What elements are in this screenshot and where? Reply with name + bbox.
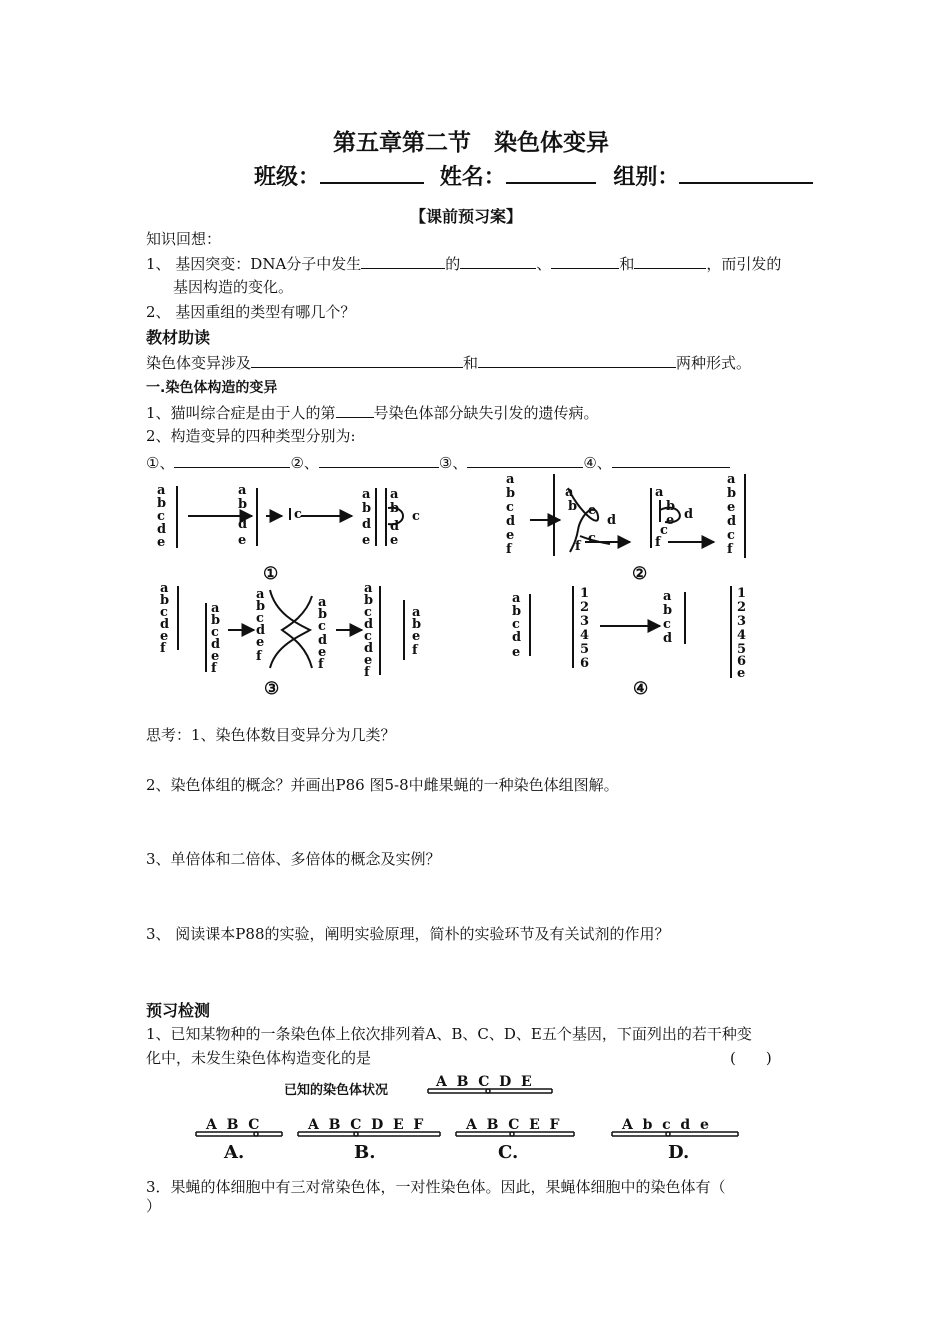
check-q3-line1: 3．果蝇的体细胞中有三对常染色体，一对性染色体。因此，果蝇体细胞中的染色体有（ <box>146 1178 726 1196</box>
gene-label: a <box>238 483 247 498</box>
gene-label: c <box>364 629 372 644</box>
gene-label: e <box>588 503 597 518</box>
page-title: 第五章第二节 染色体变异 <box>333 130 609 156</box>
gene-label: e <box>157 535 166 550</box>
gene-label: c <box>506 500 514 515</box>
think-q3: 3、单倍体和二倍体、多倍体的概念及实例？ <box>146 850 441 868</box>
gene-label: a <box>211 601 220 616</box>
option-d[interactable]: D. <box>668 1142 690 1163</box>
gene-label: e <box>390 533 399 548</box>
option-b-genes: A B C D E F <box>308 1117 424 1133</box>
group-label: 组别： <box>613 165 680 190</box>
gene-label: b <box>390 501 400 516</box>
gene-label: c <box>318 619 326 634</box>
think-q4: 3、 阅读课本P88的实验，阐明实验原理，简朴的实验环节及有关试剂的作用？ <box>146 925 670 943</box>
gene-label: d <box>318 633 328 648</box>
gene-label: 1 <box>580 586 590 601</box>
intro-text: 两种形式。 <box>676 354 752 372</box>
gene-label: e <box>666 513 675 528</box>
gene-label: b <box>256 599 266 614</box>
diagram-number: ③ <box>264 679 280 699</box>
review-q1-text: 1、 基因突变：DNA分子中发生 <box>146 255 362 273</box>
check-q3-line2: ） <box>146 1197 162 1215</box>
gene-label: e <box>238 533 247 548</box>
gene-label: 3 <box>580 614 590 629</box>
gene-label: b <box>506 486 516 501</box>
think-q2: 2、染色体组的概念？并画出P86 图5-8中雌果蝇的一种染色体组图解。 <box>146 776 619 794</box>
gene-label: 5 <box>737 642 747 657</box>
gene-label: f <box>412 643 418 658</box>
gene-label: c <box>512 617 520 632</box>
gene-label: c <box>294 507 302 522</box>
gene-label: d <box>506 514 516 529</box>
review-q1-text: 和 <box>619 255 635 273</box>
gene-label: a <box>390 487 399 502</box>
gene-label: b <box>663 603 673 618</box>
name-label: 姓名： <box>439 165 506 190</box>
gene-label: a <box>157 483 166 498</box>
gene-label: e <box>737 666 746 681</box>
gene-options-figure <box>0 1066 950 1166</box>
textbook-heading: 教材助读 <box>146 328 211 347</box>
known-genes: A B C D E <box>436 1074 532 1090</box>
option-a-genes: A B C <box>206 1117 260 1133</box>
gene-label: a <box>364 581 373 596</box>
gene-label: d <box>256 623 266 638</box>
gene-label: a <box>512 591 521 606</box>
review-q1-text: 的 <box>445 255 461 273</box>
gene-label: f <box>655 535 661 550</box>
gene-label: e <box>318 645 327 660</box>
gene-label: f <box>364 665 370 680</box>
gene-label: 4 <box>737 628 747 643</box>
option-c-genes: A B C E F <box>466 1117 560 1133</box>
gene-label: c <box>364 605 372 620</box>
gene-label: a <box>655 485 664 500</box>
gene-label: 2 <box>580 600 590 615</box>
gene-label: e <box>211 649 220 664</box>
check-q1-line2: 化中，未发生染色体构造变化的是 <box>146 1049 372 1067</box>
gene-label: b <box>211 613 221 628</box>
gene-label: c <box>727 528 735 543</box>
gene-label: 3 <box>737 614 747 629</box>
gene-label: b <box>666 499 676 514</box>
review-q1-text: 、 <box>536 255 552 273</box>
gene-label: d <box>157 522 167 537</box>
gene-label: 1 <box>737 586 747 601</box>
option-c[interactable]: C. <box>498 1142 519 1163</box>
blank-label: ③、 <box>438 454 468 472</box>
gene-label: c <box>160 605 168 620</box>
check-q1-paren: ( ) <box>730 1049 772 1067</box>
gene-label: f <box>318 657 324 672</box>
gene-label: c <box>157 509 165 524</box>
review-q1-text: ，而引发的 <box>706 255 782 273</box>
struct-q2: 2、构造变异的四种类型分别为: <box>146 427 356 445</box>
diagram-number: ① <box>263 564 279 584</box>
gene-label: a <box>160 581 169 596</box>
gene-label: f <box>256 649 262 664</box>
gene-label: d <box>727 514 737 529</box>
gene-label: 4 <box>580 628 590 643</box>
gene-label: d <box>211 637 221 652</box>
intro-text: 染色体变异涉及 <box>146 354 252 372</box>
intro-text: 和 <box>463 354 479 372</box>
gene-label: d <box>607 513 617 528</box>
gene-label: b <box>364 593 374 608</box>
gene-label: b <box>318 607 328 622</box>
option-a[interactable]: A. <box>224 1142 245 1163</box>
gene-label: c <box>256 611 264 626</box>
gene-label: d <box>390 519 400 534</box>
gene-label: d <box>160 617 170 632</box>
gene-label: 2 <box>737 600 747 615</box>
struct-q1-text: 号染色体部分缺失引发的遗传病。 <box>373 404 599 422</box>
gene-label: b <box>362 501 372 516</box>
gene-label: b <box>160 593 170 608</box>
gene-label: d <box>512 630 522 645</box>
check-q1-line1: 1、已知某物种的一条染色体上依次排列着A、B、C、D、E五个基因，下面列出的若干种变 <box>146 1025 752 1043</box>
gene-label: e <box>256 635 265 650</box>
gene-label: d <box>684 507 694 522</box>
gene-label: a <box>565 485 574 500</box>
blank-label: ②、 <box>290 454 319 472</box>
review-q2: 2、 基因重组的类型有哪几个？ <box>146 303 356 321</box>
gene-label: a <box>727 472 736 487</box>
gene-label: d <box>364 641 374 656</box>
gene-label: e <box>727 500 736 515</box>
gene-label: e <box>364 653 373 668</box>
gene-label: a <box>362 487 371 502</box>
gene-label: a <box>256 587 265 602</box>
gene-label: d <box>362 517 372 532</box>
gene-label: c <box>588 531 596 546</box>
option-b[interactable]: B. <box>354 1142 376 1163</box>
gene-label: f <box>727 542 733 557</box>
gene-label: d <box>364 617 374 632</box>
option-d-genes: A b c d e <box>622 1117 709 1133</box>
gene-label: a <box>318 595 327 610</box>
class-label: 班级： <box>254 165 321 190</box>
section-preview: 【课前预习案】 <box>410 207 523 226</box>
review-q1-cont: 基因构造的变化。 <box>173 278 294 296</box>
gene-label: b <box>238 497 248 512</box>
gene-label: e <box>362 533 371 548</box>
gene-label: f <box>506 542 512 557</box>
gene-label: b <box>412 617 422 632</box>
gene-label: c <box>412 509 420 524</box>
gene-label: b <box>512 604 522 619</box>
known-label: 已知的染色体状况 <box>284 1083 389 1098</box>
gene-label: c <box>663 617 671 632</box>
check-heading: 预习检测 <box>146 1001 211 1020</box>
diagram-number: ② <box>632 564 648 584</box>
diagram-number: ④ <box>633 679 649 699</box>
gene-label: c <box>660 523 668 538</box>
gene-label: b <box>727 486 737 501</box>
gene-label: e <box>512 645 521 660</box>
gene-label: a <box>412 605 421 620</box>
gene-label: e <box>412 629 421 644</box>
gene-label: f <box>211 661 217 676</box>
gene-label: a <box>663 589 672 604</box>
gene-label: e <box>160 629 169 644</box>
gene-label: b <box>157 496 167 511</box>
gene-label: d <box>663 631 673 646</box>
subsection-heading: 一.染色体构造的变异 <box>146 380 278 396</box>
gene-label: c <box>211 625 219 640</box>
gene-label: f <box>160 641 166 656</box>
gene-label: 6 <box>580 656 590 671</box>
gene-label: 5 <box>580 642 590 657</box>
gene-label: d <box>238 517 248 532</box>
gene-label: a <box>506 472 515 487</box>
gene-label: b <box>568 499 578 514</box>
gene-label: f <box>575 539 581 554</box>
struct-q1-text: 1、猫叫综合症是由于人的第 <box>146 404 336 422</box>
gene-label: 6 <box>737 654 747 669</box>
think-q1: 思考：1、染色体数目变异分为几类？ <box>146 726 396 744</box>
review-heading: 知识回想： <box>146 230 222 248</box>
blank-label: ④、 <box>583 454 612 472</box>
gene-label: e <box>506 528 515 543</box>
blank-label: ①、 <box>146 454 175 472</box>
